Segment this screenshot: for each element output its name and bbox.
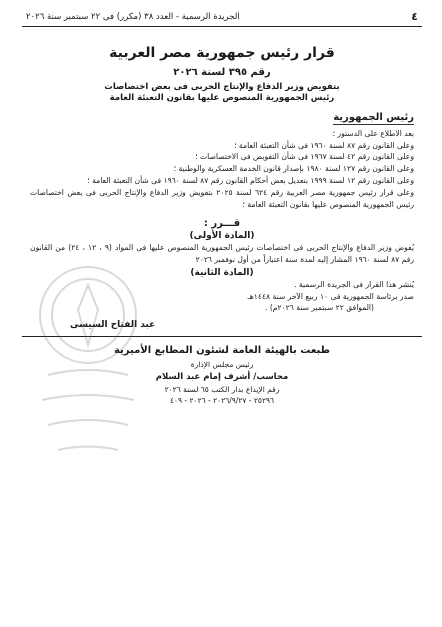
recital-item: وعلى القانون رقم ٨٧ لسنة ١٩٦٠ فى شأن التعبئة العامة ؛: [234, 140, 414, 150]
decree-body: [22, 45, 422, 330]
issue-line: الجريدة الرسمية - العدد ٣٨ (مكرر) فى ٢٢ سبتمبر سنة ٢٠٢٦: [26, 11, 240, 22]
article-1-text: يُفوض وزير الدفاع والإنتاج الحربى فى اختصاصات رئيس الجمهورية المنصوص عليها فى المواد (٩ ، ١٢ ، ٢٤) من القانون رقم ٨٧ لسنة ١٩٦٠ المشار إليه لمدة سنة اعتباراً من أول نوفمبر ٢٠٢٦: [30, 243, 415, 265]
recital-item: وعلى قرار رئيس جمهورية مصر العربية رقم ٦٢٤ لسنة ٢٠٢٥ بتفويض وزير الدفاع والإنتاج الحربى فى بعض اختصاصات رئيس الجمهورية المنصوص عليها بقانون التعبئة العامة ؛: [30, 187, 414, 209]
recital-item: وعلى القانون رقم ١٢٧ لسنة ١٩٨٠ بإصدار قانون الخدمة العسكرية والوطنية ؛: [173, 164, 414, 174]
decree-title: قرار رئيس جمهورية مصر العربية: [109, 45, 335, 61]
decree-subtitle-line-1: بتفويض وزير الدفاع والإنتاج الحربى فى بعض اختصاصات: [104, 82, 340, 92]
board-title: رئيس مجلس الإدارة: [190, 360, 254, 370]
decree-subtitle: [30, 82, 414, 105]
page-footer: [22, 345, 422, 405]
accountant-name: محاسب/ أشرف إمام عبد السلام: [155, 372, 289, 383]
issued-line: صدر برئاسة الجمهورية فى ١٠ ربيع الآخر سنة ١٤٤٨هـ: [247, 291, 414, 301]
recital-item: وعلى القانون رقم ١٢ لسنة ١٩٩٩ بتعديل بعض أحكام القانون رقم ٨٧ لسنة ١٩٦٠ فى شأن التعبئة العامة ؛: [87, 176, 414, 185]
recitals: [30, 128, 414, 210]
article-2-heading: (المادة الثانية): [190, 267, 254, 278]
page-header: [22, 10, 422, 27]
footer-divider: [22, 336, 422, 337]
deposit-number: رقم الإيداع بدار الكتب ٦٥ لسنة ٢٠٢٦: [164, 385, 280, 395]
signature: عبد الفتاح السيسى: [70, 320, 156, 331]
gazette-page: [22, 10, 422, 620]
decree-subtitle-line-2: رئيس الجمهورية المنصوص عليها بقانون التعبئة العامة: [109, 93, 335, 104]
article-1-heading: (المادة الأولى): [189, 231, 255, 242]
decided-heading: قـــرر :: [203, 218, 241, 230]
recital-item: وعلى القانون رقم ٤٢ لسنة ١٩٦٧ فى شأن التفويض فى الاختصاصات ؛: [195, 152, 414, 162]
president-heading: رئيس الجمهورية: [333, 111, 414, 123]
recital-item: بعد الاطلاع على الدستور ؛: [332, 128, 414, 138]
printer-line: طبعت بالهيئة العامة لشئون المطابع الأميرية: [113, 345, 331, 357]
serial-number: ٢٥٢٩٦ - ٢٠٢٦/٩/٢٧ - ٢٠٢٦ - ٤٠٩: [169, 396, 275, 406]
corresponds-line: (الموافق ٢٢ سبتمبر سنة ٢٠٢٦م) .: [265, 303, 374, 313]
article-2-text: يُنشر هذا القرار فى الجريدة الرسمية .: [294, 279, 414, 289]
page-number: ٤: [411, 10, 418, 23]
decree-number: رقم ٣٩٥ لسنة ٢٠٢٦: [173, 67, 271, 78]
